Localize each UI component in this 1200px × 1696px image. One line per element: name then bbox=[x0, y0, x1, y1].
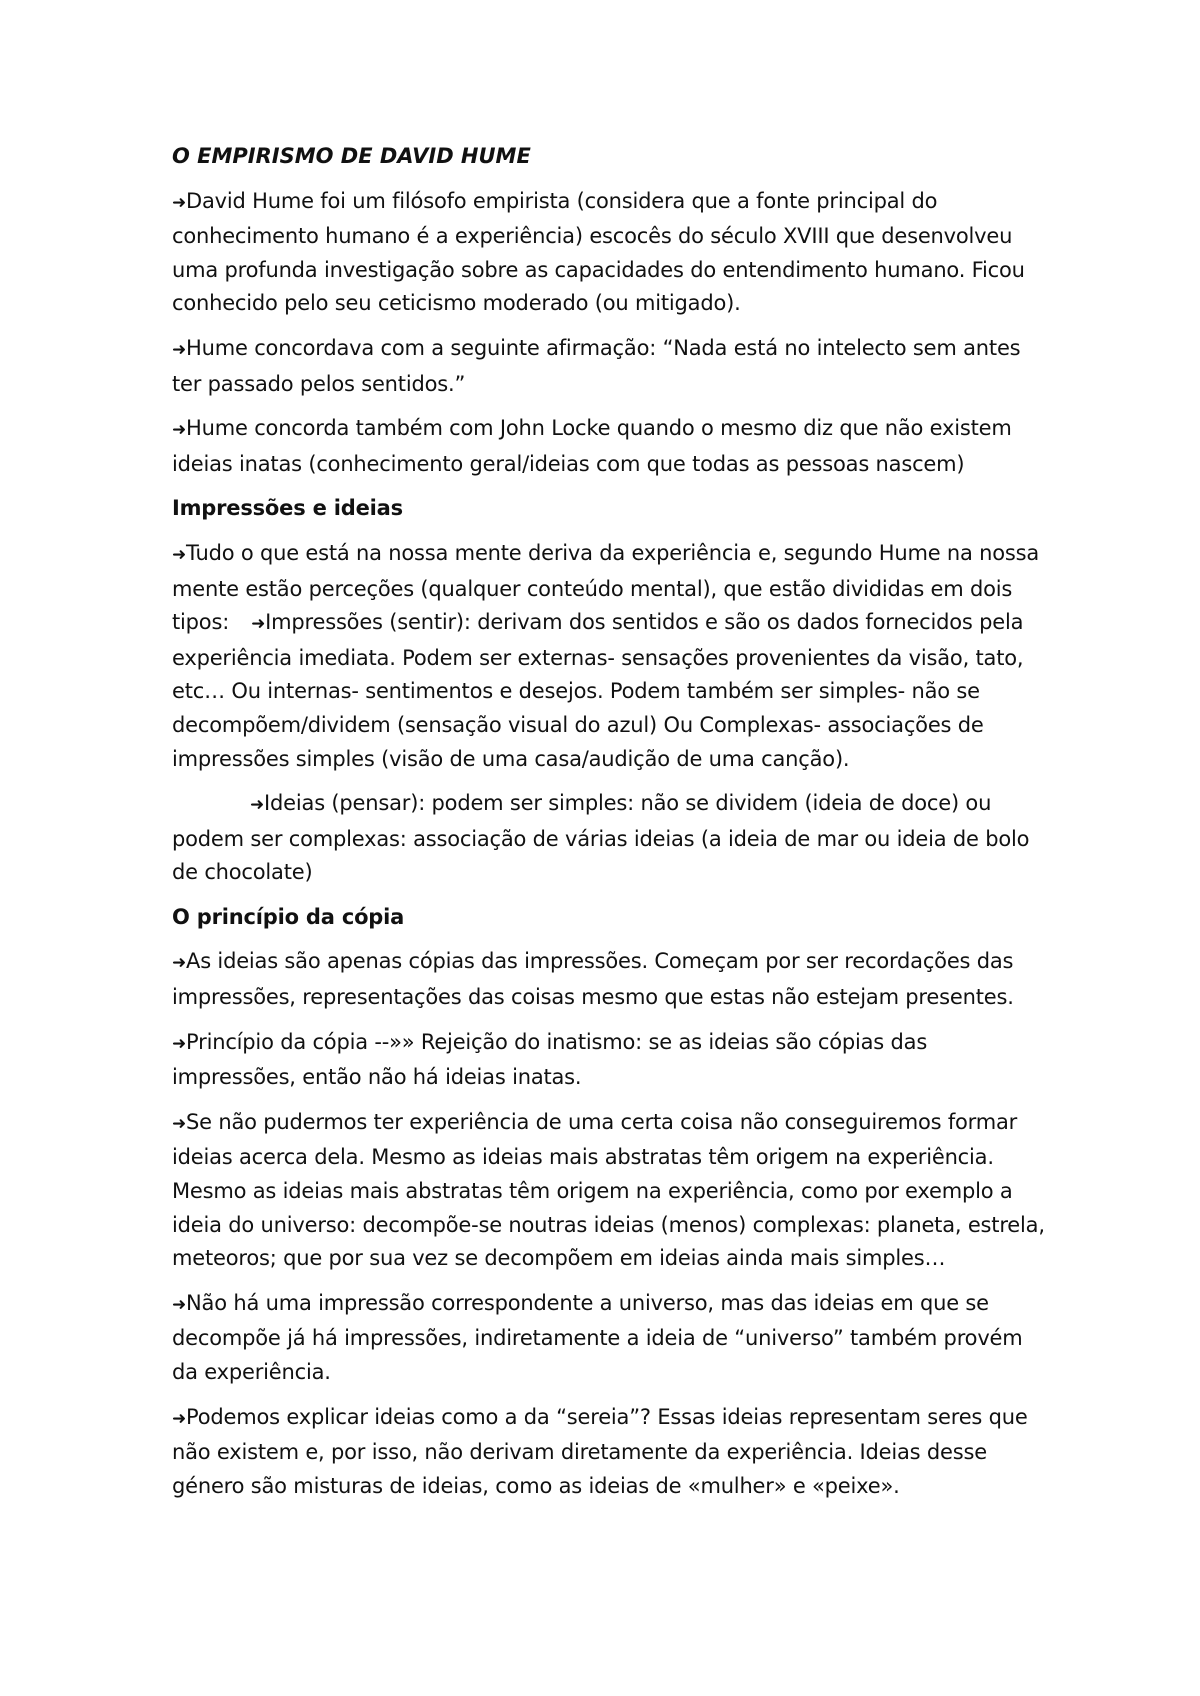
paragraph-text: Hume concordava com a seguinte afirmação: “Nada está no intelecto sem antes ter passado pelos sentidos.” bbox=[172, 335, 1021, 396]
paragraph-universe bbox=[172, 1287, 1052, 1390]
paragraph-innatism bbox=[172, 1026, 1052, 1095]
paragraph-copies bbox=[172, 945, 1052, 1014]
arrow-icon: ➜ bbox=[172, 1033, 187, 1054]
paragraph-text: Tudo o que está na nossa mente deriva da experiência e, segundo Hume na nossa mente estão perceções (qualquer conteúdo mental), que estão divididas em dois tipos: bbox=[172, 540, 1040, 635]
paragraph-text: Se não pudermos ter experiência de uma certa coisa não conseguiremos formar ideias acerca dela. Mesmo as ideias mais abstratas têm origem na experiência. Mesmo as ideias mais abstratas têm origem na experiência, como por exemplo a ideia do universo: decompõe-se noutras ideias (menos) complexas: planeta, estrela, meteoros; que por sua vez se decompõem em ideias ainda mais simples… bbox=[172, 1109, 1045, 1271]
paragraph-text: As ideias são apenas cópias das impressões. Começam por ser recordações das impressões, representações das coisas mesmo que estas não estejam presentes. bbox=[172, 949, 1014, 1010]
section-heading-impressions-ideas: Impressões e ideias bbox=[172, 496, 403, 521]
arrow-icon: ➜ bbox=[251, 614, 266, 635]
paragraph-hume-intro bbox=[172, 185, 1052, 321]
arrow-icon: ➜ bbox=[172, 953, 187, 974]
paragraph-text: Impressões (sentir): derivam dos sentidos e são os dados fornecidos pela experiência imediata. Podem ser externas- sensações provenientes da visão, tato, etc… Ou internas- sentimentos e desejos. Podem também ser simples- não se decompõem/dividem (sensação visual do azul) Ou Complexas- associações de impressões simples (visão de uma casa/audição de uma canção). bbox=[172, 610, 1024, 771]
arrow-icon: ➜ bbox=[172, 192, 187, 213]
document-title: O EMPIRISMO DE DAVID HUME bbox=[172, 144, 531, 168]
section-heading-copy-principle: O princípio da cópia bbox=[172, 904, 405, 929]
arrow-icon: ➜ bbox=[172, 1113, 187, 1134]
paragraph-ideas bbox=[172, 787, 1052, 890]
arrow-icon: ➜ bbox=[172, 339, 187, 360]
paragraph-text: David Hume foi um filósofo empirista (considera que a fonte principal do conhecimento humano é a experiência) escocês do século XVIII que desenvolveu uma profunda investigação sobre as capacidades do entendimento humano. Ficou conhecido pelo seu ceticismo moderado (ou mitigado). bbox=[172, 188, 1025, 316]
arrow-icon: ➜ bbox=[172, 544, 187, 565]
arrow-icon: ➜ bbox=[250, 795, 265, 816]
paragraph-john-locke bbox=[172, 412, 1052, 481]
paragraph-text: Princípio da cópia --»» Rejeição do inatismo: se as ideias são cópias das impressões, então não há ideias inatas. bbox=[172, 1029, 928, 1090]
arrow-icon: ➜ bbox=[172, 1408, 187, 1429]
paragraph-abstract-ideas bbox=[172, 1106, 1052, 1276]
paragraph-text: Não há uma impressão correspondente a universo, mas das ideias em que se decompõe já há impressões, indiretamente a ideia de “universo” também provém da experiência. bbox=[172, 1290, 1023, 1384]
arrow-icon: ➜ bbox=[172, 420, 187, 441]
arrow-icon: ➜ bbox=[172, 1294, 187, 1315]
paragraph-intellect-senses bbox=[172, 332, 1052, 401]
document-page bbox=[172, 140, 1052, 1514]
paragraph-text: Hume concorda também com John Locke quando o mesmo diz que não existem ideias inatas (conhecimento geral/ideias com que todas as pessoas nascem) bbox=[172, 416, 1012, 476]
paragraph-perceptions bbox=[172, 537, 1052, 776]
paragraph-mermaid bbox=[172, 1401, 1052, 1504]
paragraph-text: Ideias (pensar): podem ser simples: não se dividem (ideia de doce) ou podem ser complexas: associação de várias ideias (a ideia de mar ou ideia de bolo de chocolate) bbox=[172, 791, 1030, 885]
paragraph-text: Podemos explicar ideias como a da “sereia”? Essas ideias representam seres que não existem e, por isso, não derivam diretamente da experiência. Ideias desse género são misturas de ideias, como as ideias de «mulher» e «peixe». bbox=[172, 1404, 1028, 1498]
